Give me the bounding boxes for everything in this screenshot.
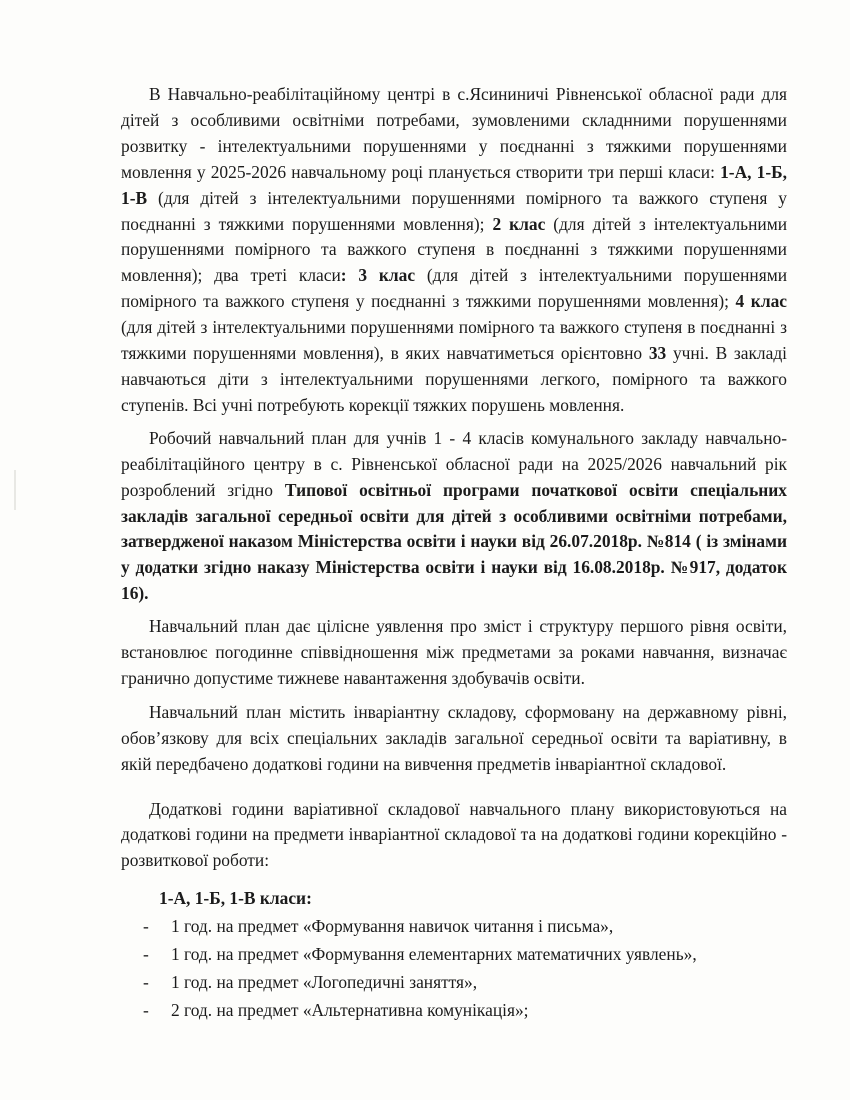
paragraph-curriculum-overview: Навчальний план дає цілісне уявлення про зміст і структуру першого рівня освіти, встановлює погодинне співвідношення між предметами за роками навчання, визначає гранично допустиме тижневе навантаження здобувачів освіти. <box>121 616 787 688</box>
list-item <box>121 914 787 940</box>
paragraph1-text-2: (для дітей з інтелектуальними порушеннями помірного та важкого ступеня у поєднанні з тяжкими порушеннями мовлення); <box>121 187 787 234</box>
grades-heading: 1-А, 1-Б, 1-В класи: <box>159 888 312 909</box>
paragraph-invariant-variative: Навчальний план містить інваріантну складову, сформовану на державному рівні, обов’язкову для всіх спеціальних закладів загальної середньої освіти та варіативну, в якій передбачено додаткові години на вивчення предметів інваріантної складової. <box>121 701 787 774</box>
list-item <box>121 942 787 968</box>
paragraph1-bold-first-grades: 1-А, 1-Б, 1-В <box>121 161 787 208</box>
paragraph1-text-3: (для дітей з інтелектуальними порушеннями помірного та важкого ступеня в поєднанні з тяжкими порушеннями мовлення); два треті класи <box>121 213 788 286</box>
paragraph-class-formation <box>121 82 787 419</box>
paragraph1-bold-student-count: 33 <box>648 343 667 364</box>
document-body <box>121 82 787 1024</box>
list-dash: - <box>143 999 149 1020</box>
paragraph-additional-hours: Додаткові години варіативної складової навчального плану використовуються на додаткові години на предмети інваріантної складової та на додаткові години корекційно - розвиткової роботи: <box>121 798 787 871</box>
paragraph1-text-4: (для дітей з інтелектуальними порушеннями помірного та важкого ступеня у поєднанні з тяжкими порушеннями мовлення); <box>121 265 788 312</box>
paragraph2-bold-program: Типової освітньої програми початкової освіти спеціальних закладів загальної середньої освіти для дітей з особливими освітніми потребами, затвердженої наказом Міністерства освіти і науки від 26.07.2018р. №814 ( із змінами у додатки згідно наказу Міністерства освіти і науки від 16.08.2018р. №917, додаток 16). <box>121 479 787 604</box>
paragraph1-bold-fourth-grade: 4 клас <box>735 291 787 312</box>
paragraph1-bold-second-grade: 2 клас <box>492 213 546 234</box>
paragraph1-text-5: (для дітей з інтелектуальними порушеннями помірного та важкого ступеня в поєднанні з тяжкими порушеннями мовлення), в яких навчатиметься орієнтовно <box>121 317 787 364</box>
paragraph-curriculum-basis <box>121 426 787 607</box>
additional-hours-list <box>121 914 787 1024</box>
paragraph1-text-1: В Навчально-реабілітаційному центрі в с.Ясининичі Рівненської обласної ради для дітей з особливими освітніми потребами, зумовленими складнними порушеннями розвитку - інтелектуальними порушеннями у поєднанні з тяжкими порушеннями мовлення у 2025-2026 навчальному році планується створити три перші класи: <box>121 84 787 182</box>
list-item-text: 2 год. на предмет «Альтернативна комунікація»; <box>171 999 529 1020</box>
paragraph1-text-6: учні. В закладі навчаються діти з інтелектуальними порушеннями легкого, помірного та важкого ступенів. Всі учні потребують корекції тяжких порушень мовлення. <box>121 343 787 415</box>
list-item-text: 1 год. на предмет «Формування навичок читання і письма», <box>171 916 614 937</box>
list-item-text: 1 год. на предмет «Логопедичні заняття», <box>171 972 478 992</box>
list-item-text: 1 год. на предмет «Формування елементарних математичних уявлень», <box>171 944 697 965</box>
list-dash: - <box>143 916 149 937</box>
list-item <box>121 998 787 1024</box>
list-dash: - <box>143 944 149 965</box>
paragraph1-bold-third-grade: : 3 клас <box>340 265 416 286</box>
scan-edge-mark <box>14 470 16 510</box>
list-item <box>121 970 787 996</box>
paragraph2-text: Робочий навчальний план для учнів 1 - 4 класів комунального закладу навчально-реабілітаційного центру в с. Рівненської обласної ради на 2025/2026 навчальний рік розроблений згідно <box>121 427 787 500</box>
list-dash: - <box>143 972 149 992</box>
